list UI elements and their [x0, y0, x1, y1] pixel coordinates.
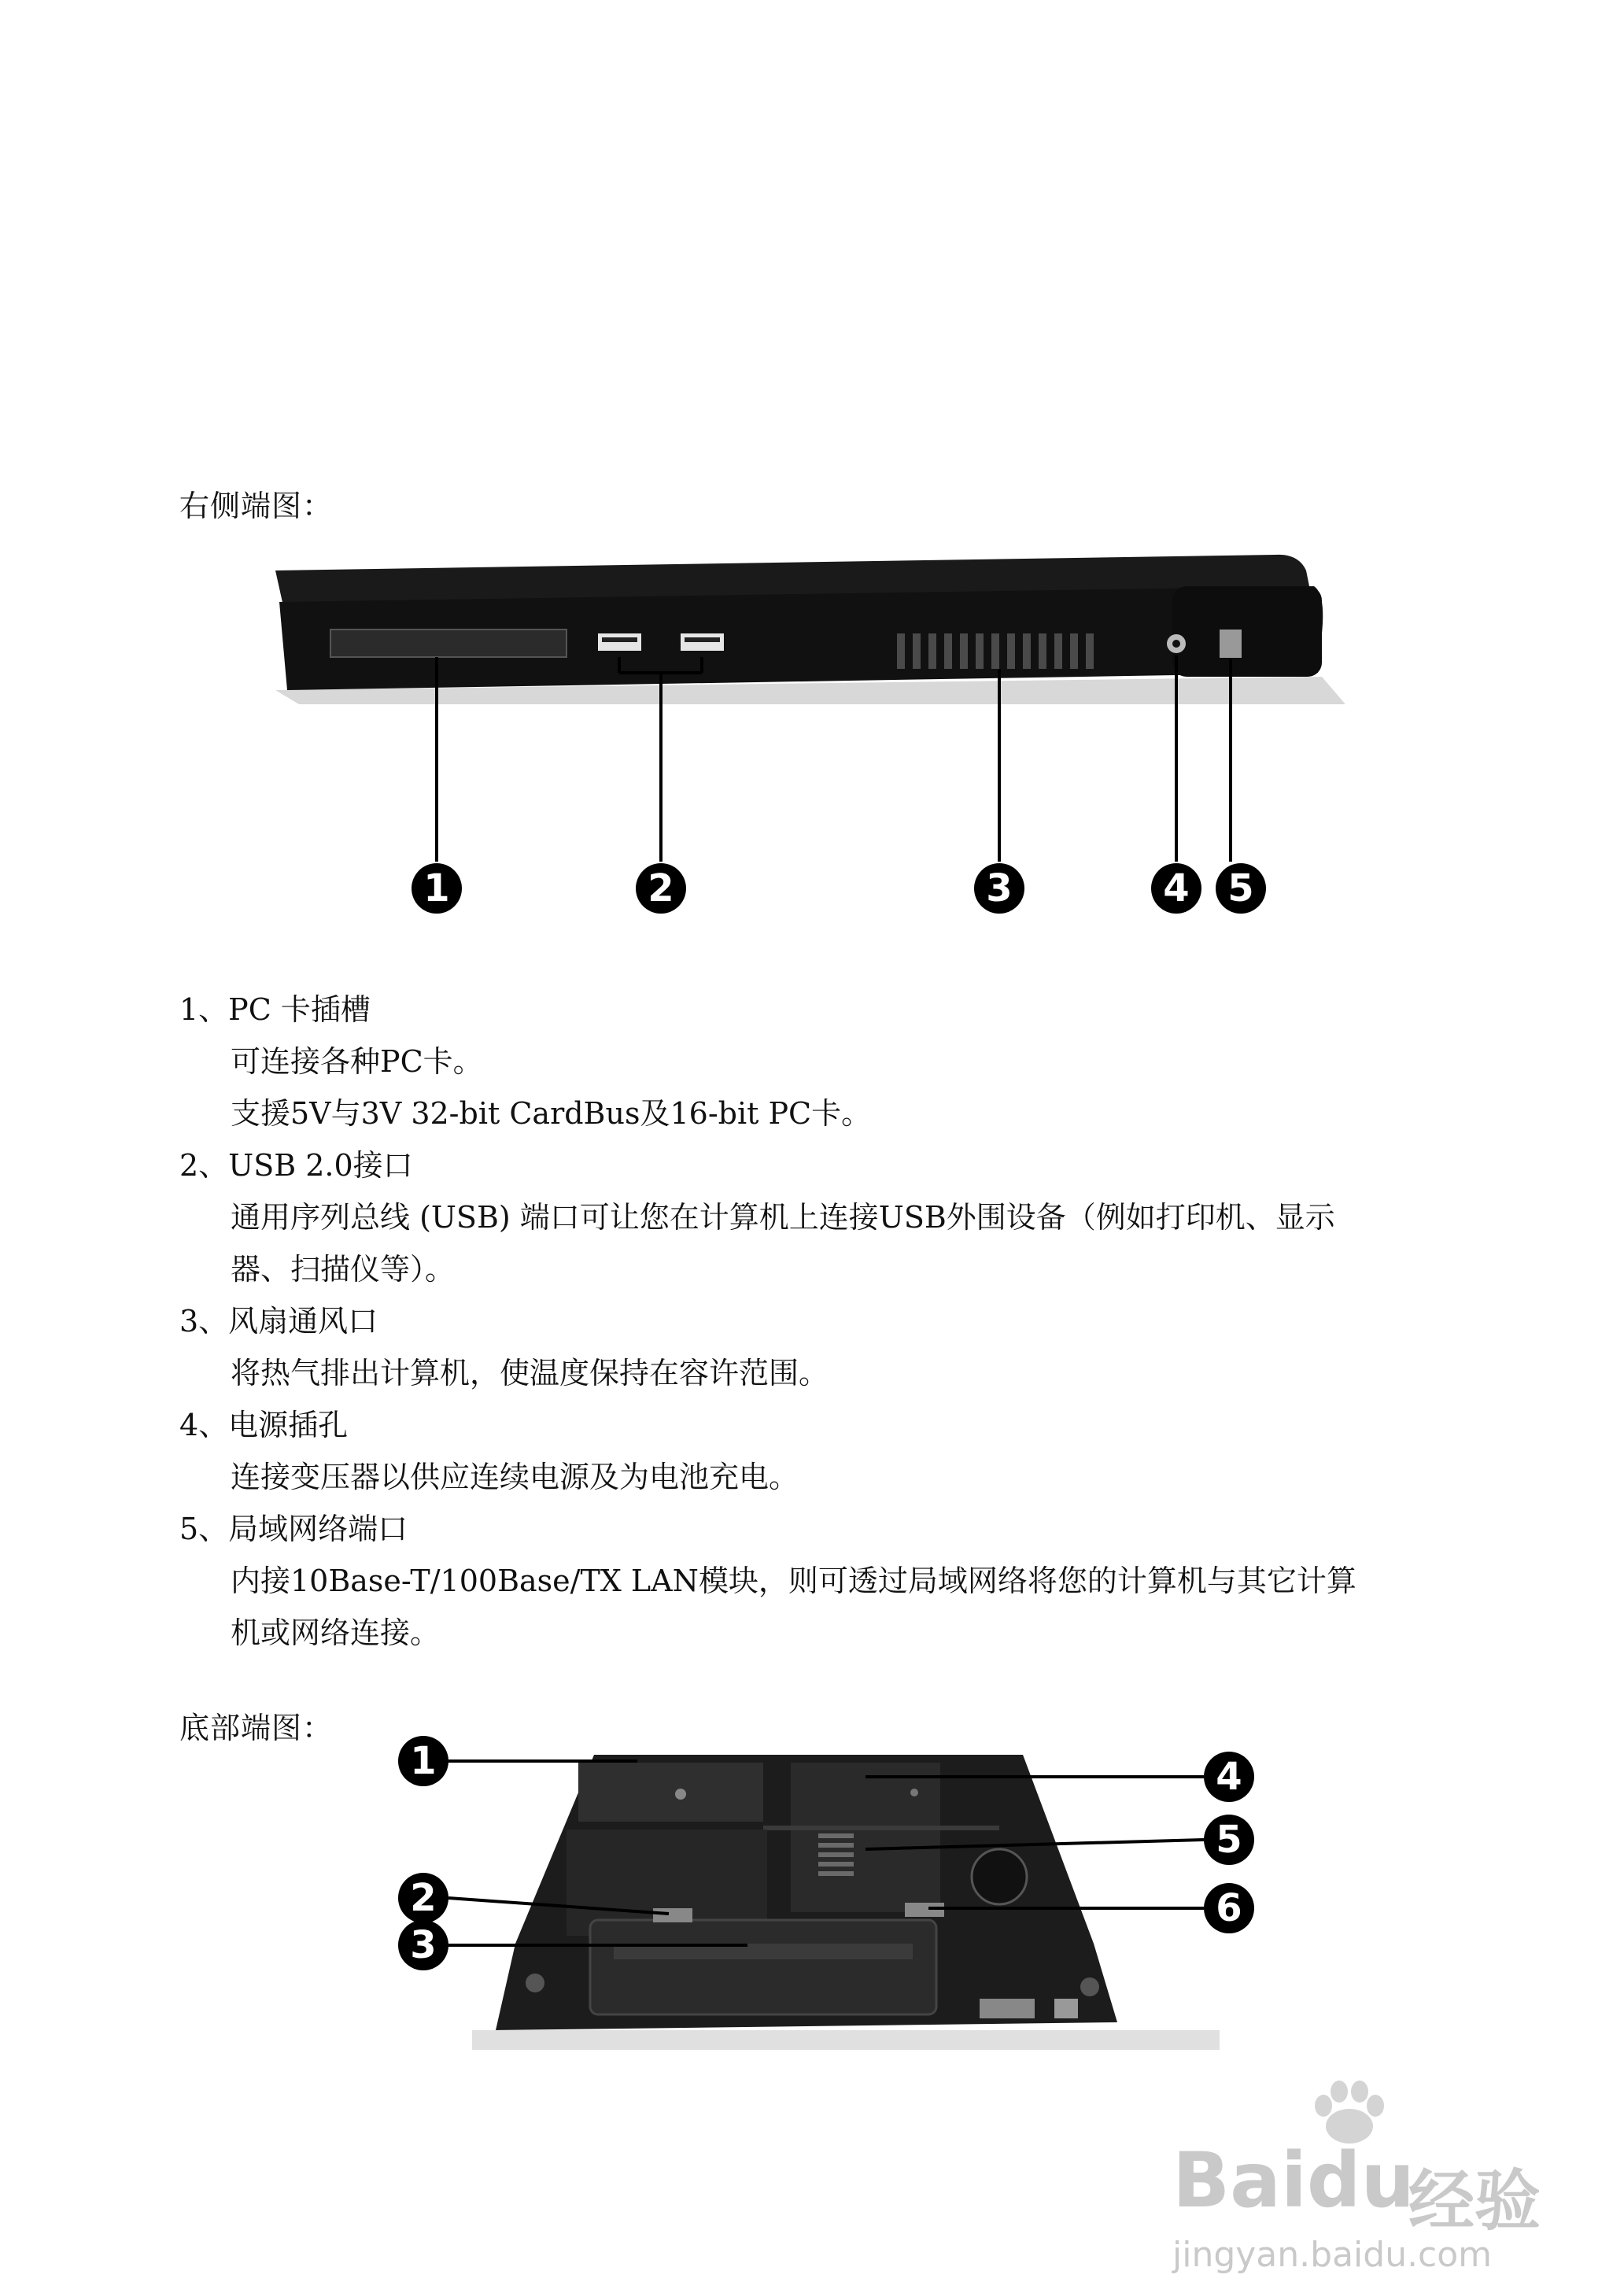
- right-side-figure: [268, 515, 1353, 956]
- bottom-callout-2: 2: [398, 1873, 448, 1923]
- right-callout-4: 4: [1151, 863, 1201, 914]
- list-item: [179, 1295, 1478, 1399]
- list-item: [179, 1139, 1478, 1295]
- right-callout-5: 5: [1216, 863, 1266, 914]
- watermark-cn: 经验: [1408, 2162, 1541, 2239]
- port-description-list: [179, 984, 1478, 1659]
- item-title: 5、局域网络端口: [179, 1512, 408, 1546]
- item-line: 将热气排出计算机，使温度保持在容许范围。: [231, 1356, 829, 1390]
- item-title: 3、风扇通风口: [179, 1304, 378, 1339]
- item-line: 支援5V与3V 32-bit CardBus及16-bit PC卡。: [231, 1096, 872, 1131]
- right-view-heading: 右侧端图：: [179, 489, 334, 523]
- right-callout-2: 2: [636, 863, 686, 914]
- item-title: 1、PC 卡插槽: [179, 992, 371, 1027]
- baidu-watermark: [1164, 2077, 1605, 2282]
- item-line: 内接10Base-T/100Base/TX LAN模块，则可透过局域网络将您的计算机与其它计算: [231, 1564, 1356, 1598]
- item-line: 可连接各种PC卡。: [231, 1044, 483, 1079]
- item-title: 2、USB 2.0接口: [179, 1148, 413, 1183]
- item-line: 连接变压器以供应连续电源及为电池充电。: [231, 1460, 799, 1494]
- watermark-brand: Baidu: [1172, 2136, 1415, 2225]
- bottom-callout-3: 3: [398, 1920, 448, 1970]
- watermark-url: jingyan.baidu.com: [1172, 2235, 1493, 2275]
- right-callout-3: 3: [974, 863, 1024, 914]
- laptop-bottom-illustration: [393, 1739, 1259, 2062]
- item-line: 机或网络连接。: [231, 1615, 441, 1650]
- bottom-callout-5: 5: [1204, 1815, 1254, 1865]
- item-line: 器、扫描仪等）。: [231, 1252, 456, 1287]
- bottom-callout-6: 6: [1204, 1883, 1254, 1933]
- list-item: [179, 1399, 1478, 1503]
- list-item: [179, 1503, 1478, 1659]
- item-line: 通用序列总线 (USB) 端口可让您在计算机上连接USB外围设备（例如打印机、显示: [231, 1200, 1335, 1235]
- item-title: 4、电源插孔: [179, 1408, 349, 1442]
- bottom-callout-4: 4: [1204, 1752, 1254, 1802]
- bottom-view-heading: 底部端图：: [179, 1711, 334, 1745]
- bottom-callout-1: 1: [398, 1736, 448, 1786]
- bottom-figure: [393, 1739, 1259, 2062]
- right-callout-1: 1: [412, 863, 462, 914]
- list-item: [179, 984, 1478, 1139]
